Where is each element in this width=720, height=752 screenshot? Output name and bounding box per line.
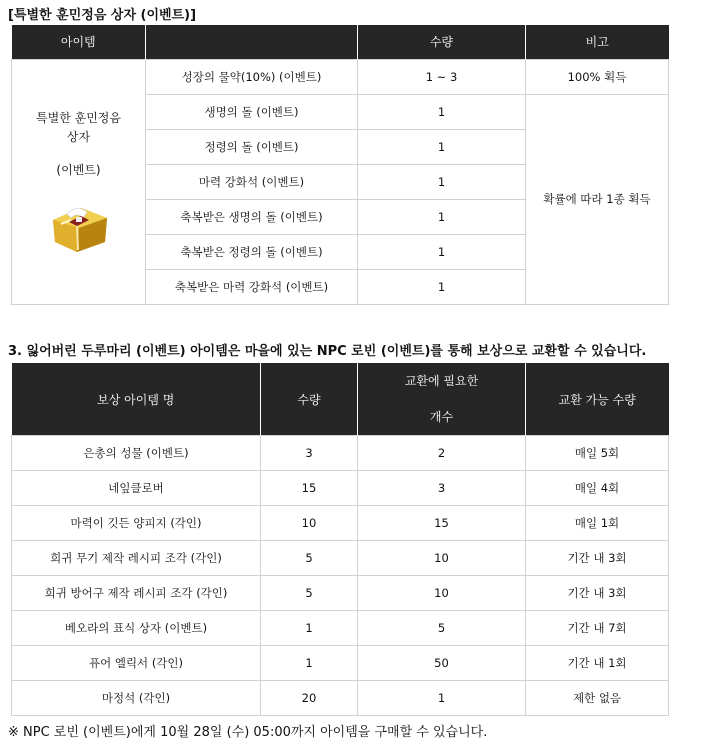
required-cell: 10 — [358, 576, 526, 611]
quantity-cell: 1 — [358, 199, 526, 234]
header-exchange-limit: 교환 가능 수량 — [526, 363, 669, 436]
limit-cell: 매일 1회 — [526, 506, 669, 541]
required-cell: 5 — [358, 611, 526, 646]
reward-name-cell: 베오라의 표식 상자 (이벤트) — [12, 611, 261, 646]
reward-name-cell: 희귀 방어구 제작 레시피 조각 (각인) — [12, 576, 261, 611]
item-cell: 생명의 돌 (이벤트) — [146, 94, 358, 129]
limit-cell: 매일 5회 — [526, 436, 669, 471]
item-cell: 축복받은 정령의 돌 (이벤트) — [146, 234, 358, 269]
required-cell: 10 — [358, 541, 526, 576]
header-quantity: 수량 — [261, 363, 358, 436]
limit-cell: 기간 내 7회 — [526, 611, 669, 646]
table-row — [12, 506, 669, 541]
box-item-name: 특별한 훈민정음 상자 (이벤트) — [36, 110, 121, 178]
limit-cell: 제한 없음 — [526, 681, 669, 716]
header-quantity: 수량 — [358, 25, 526, 59]
table-row — [12, 646, 669, 681]
note-cell: 100% 획득 — [526, 59, 669, 94]
required-cell: 3 — [358, 471, 526, 506]
table-header-row — [12, 363, 669, 436]
item-cell: 축복받은 생명의 돌 (이벤트) — [146, 199, 358, 234]
quantity-cell: 5 — [261, 576, 358, 611]
header-item: 아이템 — [12, 25, 146, 59]
quantity-cell: 1 — [261, 646, 358, 681]
item-cell: 축복받은 마력 강화석 (이벤트) — [146, 269, 358, 304]
reward-exchange-table — [11, 363, 669, 716]
quantity-cell: 10 — [261, 506, 358, 541]
quantity-cell: 5 — [261, 541, 358, 576]
quantity-cell: 1 — [358, 164, 526, 199]
note-cell: 확률에 따라 1종 획득 — [526, 94, 669, 304]
required-cell: 50 — [358, 646, 526, 681]
quantity-cell: 1 — [358, 129, 526, 164]
header-reward-item: 보상 아이템 명 — [12, 363, 261, 436]
item-cell: 성장의 물약(10%) (이벤트) — [146, 59, 358, 94]
quantity-cell: 1 — [358, 234, 526, 269]
limit-cell: 기간 내 3회 — [526, 541, 669, 576]
quantity-cell: 20 — [261, 681, 358, 716]
header-blank — [146, 25, 358, 59]
limit-cell: 기간 내 3회 — [526, 576, 669, 611]
quantity-cell: 1 — [261, 611, 358, 646]
table-row — [12, 436, 669, 471]
footnote: ※ NPC 로빈 (이벤트)에게 10월 28일 (수) 05:00까지 아이템을 구매할 수 있습니다. — [8, 725, 488, 740]
reward-name-cell: 마정석 (각인) — [12, 681, 261, 716]
section1-title: [특별한 훈민정음 상자 (이벤트)] — [8, 8, 197, 23]
table-row — [12, 576, 669, 611]
table-row — [12, 681, 669, 716]
quantity-cell: 3 — [261, 436, 358, 471]
gift-box-icon — [47, 198, 111, 254]
quantity-cell: 15 — [261, 471, 358, 506]
limit-cell: 기간 내 1회 — [526, 646, 669, 681]
item-cell: 정령의 돌 (이벤트) — [146, 129, 358, 164]
box-item-cell — [12, 59, 146, 304]
required-cell: 15 — [358, 506, 526, 541]
reward-name-cell: 퓨어 엘릭서 (각인) — [12, 646, 261, 681]
item-cell: 마력 강화석 (이벤트) — [146, 164, 358, 199]
table-row — [12, 611, 669, 646]
reward-name-cell: 희귀 무기 제작 레시피 조각 (각인) — [12, 541, 261, 576]
quantity-cell: 1 — [358, 269, 526, 304]
quantity-cell: 1 — [358, 94, 526, 129]
reward-name-cell: 은총의 성물 (이벤트) — [12, 436, 261, 471]
box-contents-table — [11, 25, 669, 305]
reward-name-cell: 네잎클로버 — [12, 471, 261, 506]
required-cell: 2 — [358, 436, 526, 471]
table-row — [12, 471, 669, 506]
header-note: 비고 — [526, 25, 669, 59]
quantity-cell: 1 ~ 3 — [358, 59, 526, 94]
required-cell: 1 — [358, 681, 526, 716]
section2-title: 3. 잃어버린 두루마리 (이벤트) 아이템은 마을에 있는 NPC 로빈 (이벤트)를 통해 보상으로 교환할 수 있습니다. — [8, 344, 647, 359]
table-row — [12, 59, 669, 94]
table-row — [12, 541, 669, 576]
table-header-row — [12, 25, 669, 59]
limit-cell: 매일 4회 — [526, 471, 669, 506]
header-required-count: 교환에 필요한 개수 — [358, 363, 526, 436]
reward-name-cell: 마력이 깃든 양피지 (각인) — [12, 506, 261, 541]
